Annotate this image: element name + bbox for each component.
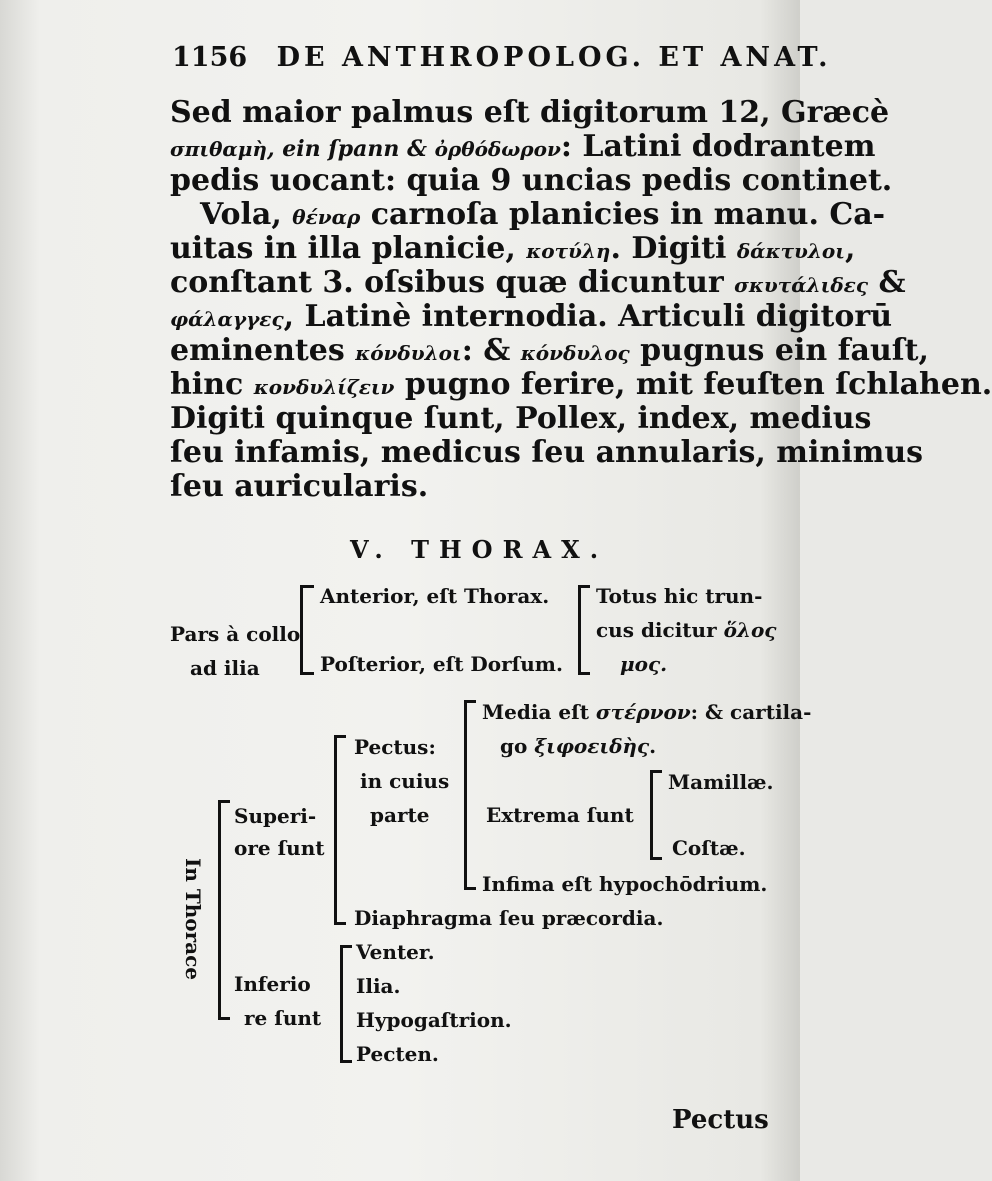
costae-entry: Coſtæ. xyxy=(672,836,746,860)
ilia-entry: Ilia. xyxy=(356,974,401,998)
brace-6-top xyxy=(650,770,662,773)
brace-7-top xyxy=(340,945,352,948)
hypogastrion-entry: Hypogaſtrion. xyxy=(356,1008,512,1032)
text-line-7 xyxy=(170,300,892,336)
extrema-entry: Extrema ſunt xyxy=(486,803,634,827)
text: Sed maior palmus eſt digitorum 12, Græcè xyxy=(170,95,890,130)
text: , ein ſpann & xyxy=(266,136,435,162)
brace-6 xyxy=(650,770,653,860)
mamillae-entry: Mamillæ. xyxy=(668,770,774,794)
running-header xyxy=(172,42,832,73)
brace-5-bottom xyxy=(464,887,476,890)
section-title: V. THORAX. xyxy=(350,535,609,564)
text-line-6 xyxy=(170,266,906,302)
venter-entry: Venter. xyxy=(356,940,435,964)
ad-ilia-label: ad ilia xyxy=(190,656,260,680)
inferiore-line-1: Inferio xyxy=(234,972,311,996)
text: cus dicitur xyxy=(596,618,724,642)
text: , xyxy=(844,231,856,266)
text: conſtant 3. oſsibus quæ dicuntur xyxy=(170,265,735,300)
brace-3-top xyxy=(218,800,230,803)
text: , Latinè internodia. Articuli digitorū xyxy=(283,299,893,334)
superiore-line-2: ore ſunt xyxy=(234,836,325,860)
greek-word: στέρνον xyxy=(595,700,691,724)
catchword: Pectus xyxy=(672,1105,769,1135)
pecten-entry: Pecten. xyxy=(356,1042,439,1066)
text: pugno ferire, mit feuſten ſchlahen. xyxy=(394,367,992,402)
text: carnoſa planicies in manu. Ca- xyxy=(360,197,886,232)
brace-2-bottom xyxy=(578,672,590,675)
inferiore-line-2: re ſunt xyxy=(244,1006,322,1030)
brace-5 xyxy=(464,700,467,890)
text: . xyxy=(649,734,657,758)
text: . Digiti xyxy=(610,231,737,266)
text: ſeu auricularis. xyxy=(170,469,429,504)
pars-a-collo-label: Pars à collo xyxy=(170,622,301,646)
brace-3 xyxy=(218,800,221,1020)
posterior-entry: Poſterior, eſt Dorſum. xyxy=(320,652,563,676)
text-line-8 xyxy=(170,334,929,370)
text-line-2 xyxy=(170,130,876,166)
text: ſeu infamis, medicus ſeu annularis, minimus xyxy=(170,435,924,470)
text: & xyxy=(868,265,906,300)
text: pedis uocant: quia 9 uncias pedis continet. xyxy=(170,163,893,198)
text: : & xyxy=(461,333,521,368)
superiore-line-1: Superi- xyxy=(234,804,317,828)
text: : Latini dodrantem xyxy=(560,129,876,164)
brace-2 xyxy=(578,585,581,675)
text: hinc xyxy=(170,367,254,402)
pectus-line-1: Pectus: xyxy=(354,735,436,759)
greek-word: δάκτυλοι xyxy=(736,239,845,263)
greek-word: σπιθαμὴ xyxy=(170,137,267,161)
media-line-2 xyxy=(500,734,656,758)
infima-entry: Infima eſt hypochōdrium. xyxy=(482,872,768,896)
greek-word: φάλαγγες xyxy=(170,307,284,331)
brace-7 xyxy=(340,945,343,1063)
pectus-line-2: in cuius xyxy=(360,769,450,793)
header-title: DE ANTHROPOLOG. ET ANAT. xyxy=(276,42,832,73)
text: Media eſt xyxy=(482,700,596,724)
in-thorace-label: In Thorace xyxy=(181,858,205,981)
brace-1 xyxy=(300,585,303,675)
greek-word: κόνδυλοι xyxy=(355,341,462,365)
brace-4 xyxy=(334,735,337,925)
text-line-5 xyxy=(170,232,855,268)
brace-5-top xyxy=(464,700,476,703)
page-number: 1156 xyxy=(172,42,248,73)
brace-1-top xyxy=(300,585,314,588)
greek-word: ὀρθόδωρον xyxy=(434,137,561,161)
text: pugnus ein fauſt, xyxy=(629,333,929,368)
brace-2-top xyxy=(578,585,590,588)
text: eminentes xyxy=(170,333,356,368)
greek-word: κονδυλίζειν xyxy=(253,375,395,399)
greek-word: θέναρ xyxy=(292,205,361,229)
greek-word: ὅλος xyxy=(723,618,777,642)
greek-word: μος. xyxy=(620,652,668,676)
greek-word: σκυτάλιδες xyxy=(734,273,868,297)
brace-4-bottom xyxy=(334,922,346,925)
text: uitas in illa planicie, xyxy=(170,231,527,266)
anterior-entry: Anterior, eſt Thorax. xyxy=(320,584,550,608)
brace-7-bottom xyxy=(340,1060,352,1063)
text-line-3 xyxy=(170,164,892,198)
greek-word: κοτύλη xyxy=(526,239,611,263)
totus-line-3 xyxy=(620,652,667,676)
text: go xyxy=(500,734,535,758)
text-line-9 xyxy=(170,368,992,404)
text-line-10 xyxy=(170,402,871,436)
totus-line-1: Totus hic trun- xyxy=(596,584,763,608)
brace-4-top xyxy=(334,735,346,738)
greek-word: ξιφοειδὴς xyxy=(534,734,650,758)
brace-3-bottom xyxy=(218,1017,230,1020)
text-line-12 xyxy=(170,470,428,504)
text-line-4 xyxy=(200,198,885,234)
text: : & cartila- xyxy=(690,700,812,724)
media-line-1 xyxy=(482,700,811,724)
pectus-line-3: parte xyxy=(370,803,430,827)
text-line-11 xyxy=(170,436,923,470)
text-line-1 xyxy=(170,96,889,130)
brace-6-bottom xyxy=(650,857,662,860)
totus-line-2 xyxy=(596,618,776,642)
greek-word: κόνδυλος xyxy=(520,341,630,365)
brace-1-bottom xyxy=(300,672,314,675)
text: Digiti quinque ſunt, Pollex, index, medius xyxy=(170,401,872,436)
diaphragma-entry: Diaphragma ſeu præcordia. xyxy=(354,906,664,930)
text: Vola, xyxy=(200,197,293,232)
